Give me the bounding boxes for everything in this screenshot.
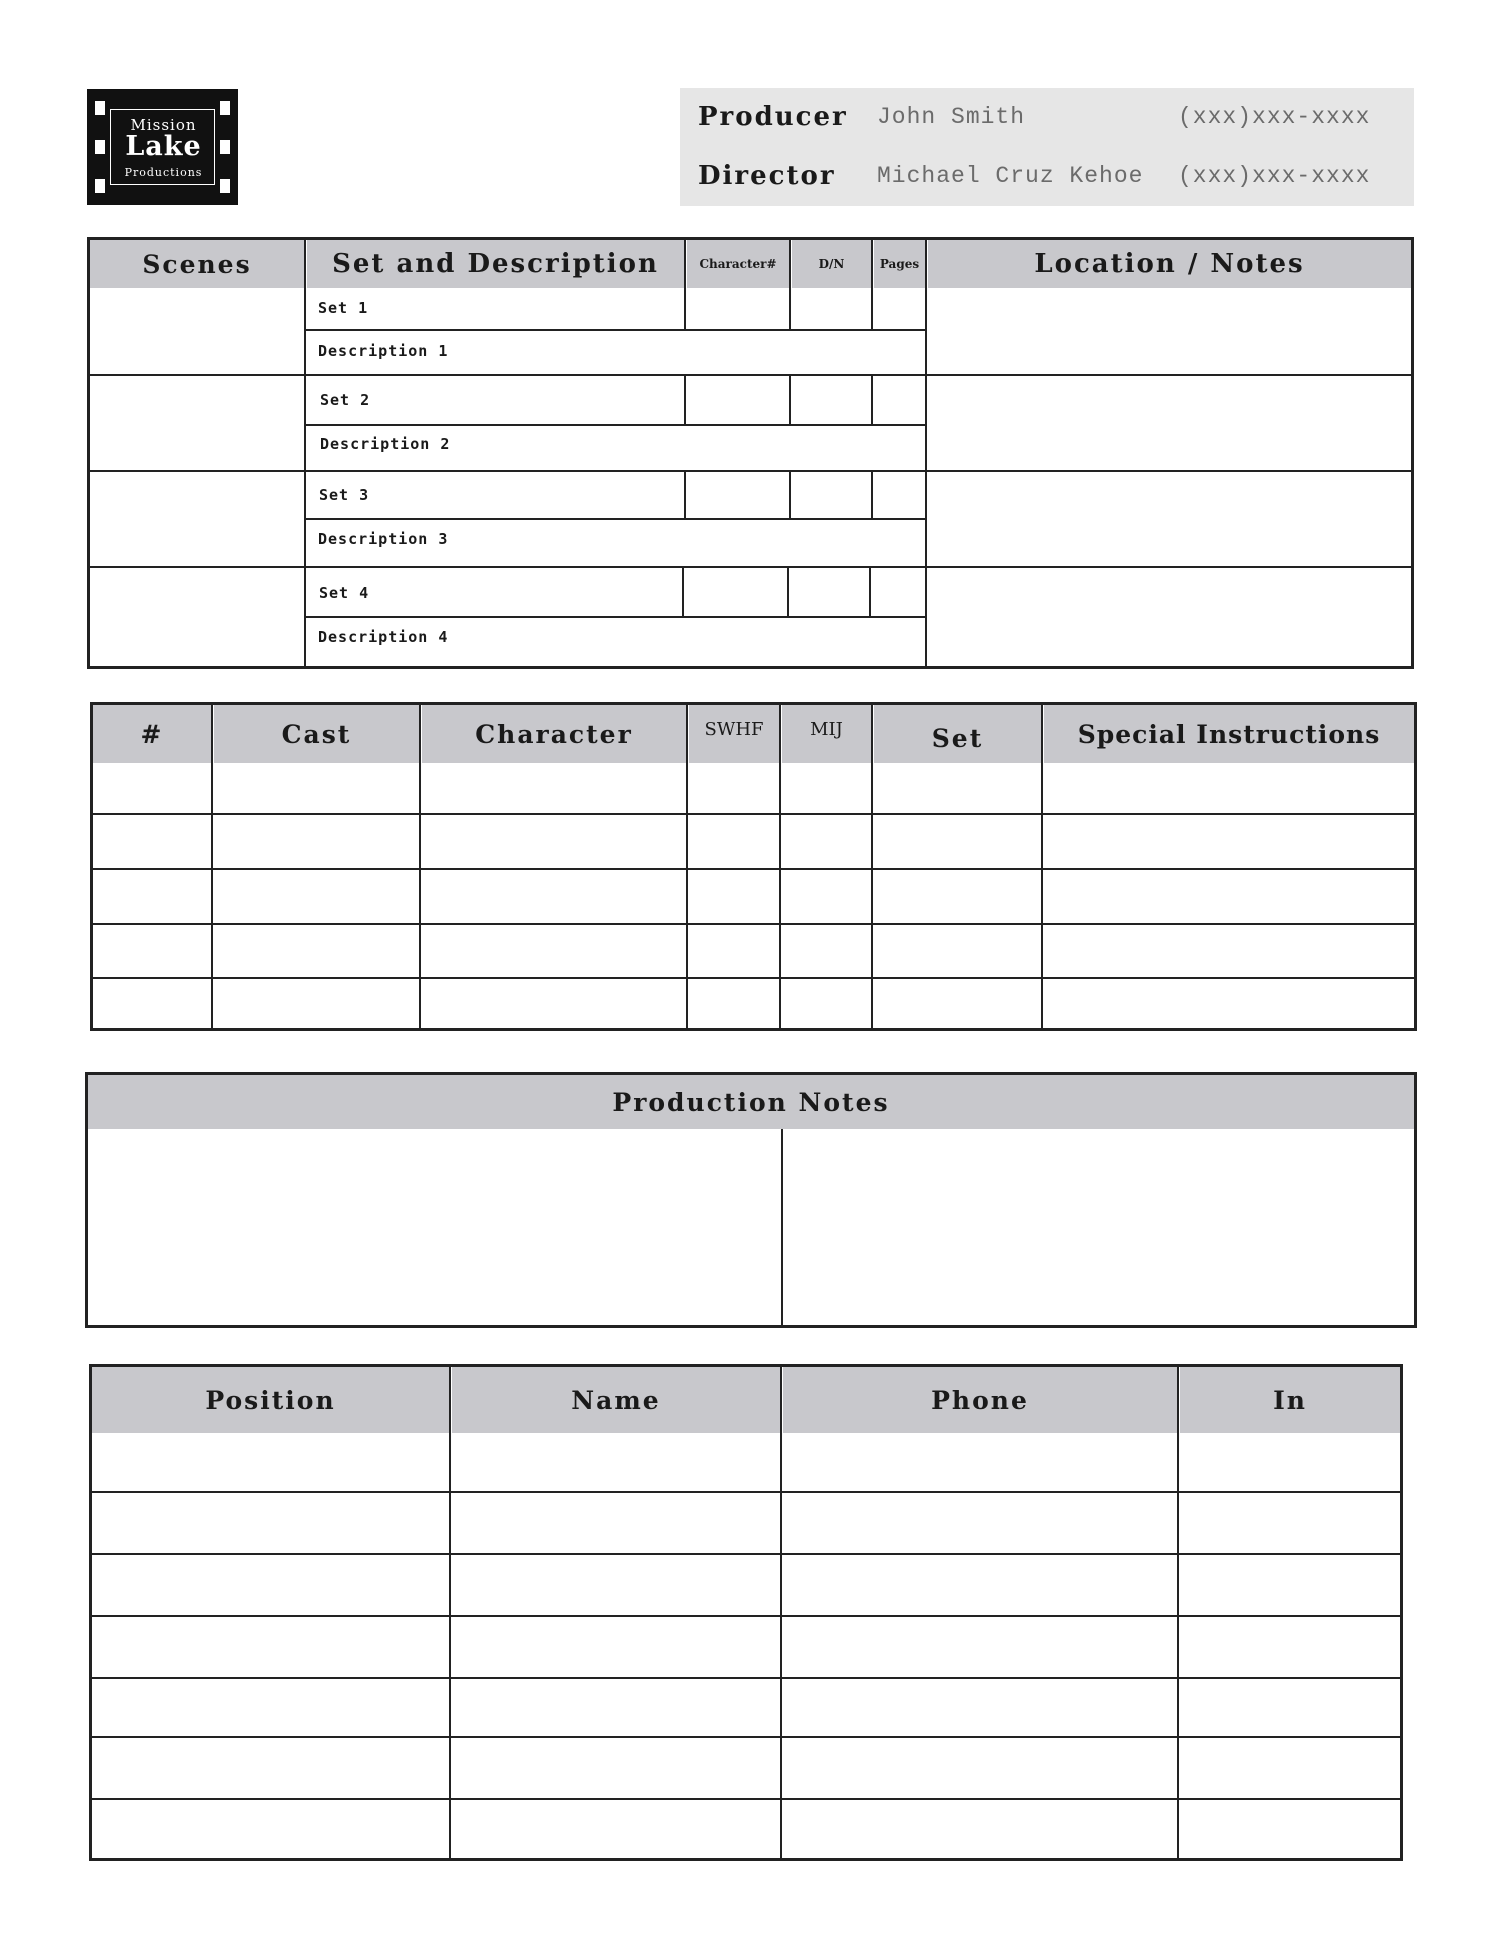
header-mij: MIJ (782, 705, 871, 763)
divider (871, 705, 873, 1028)
production-notes-header: Production Notes (88, 1075, 1414, 1129)
header-pages: Pages (874, 240, 925, 288)
logo-frame (110, 109, 215, 185)
production-notes (85, 1072, 1417, 1328)
divider (779, 705, 781, 1028)
row-divider (90, 374, 1411, 376)
director-phone: (xxx)xxx-xxxx (1178, 163, 1371, 189)
divider (419, 705, 421, 1028)
company-logo (87, 89, 238, 205)
header-character: Character (422, 705, 686, 763)
divider (1041, 705, 1043, 1028)
header-phone: Phone (783, 1367, 1177, 1433)
header-special-instructions: Special Instructions (1044, 705, 1414, 763)
logo-text-productions: Productions (124, 166, 203, 179)
row-divider (304, 616, 925, 618)
scene-set-4: Set 4 (319, 584, 370, 602)
row-divider (92, 1798, 1400, 1800)
row-divider (92, 1553, 1400, 1555)
crew-table (89, 1364, 1403, 1861)
director-label: Director (698, 161, 836, 191)
scene-set-3: Set 3 (319, 486, 370, 504)
divider (686, 705, 688, 1028)
divider (684, 240, 686, 285)
divider (925, 240, 927, 666)
divider (780, 1367, 782, 1858)
row-divider (93, 813, 1414, 815)
header-set: Set (874, 705, 1041, 763)
scene-set-2: Set 2 (320, 391, 371, 409)
divider (787, 566, 789, 616)
divider (304, 240, 306, 666)
divider (211, 705, 213, 1028)
divider (449, 1367, 451, 1858)
producer-phone: (xxx)xxx-xxxx (1178, 104, 1371, 130)
divider (682, 566, 684, 616)
logo-text-lake: Lake (125, 131, 202, 162)
divider (789, 240, 791, 285)
row-divider (92, 1677, 1400, 1679)
row-divider (92, 1736, 1400, 1738)
divider (871, 240, 873, 285)
row-divider (93, 977, 1414, 979)
scene-description-2: Description 2 (320, 435, 451, 453)
producer-label: Producer (698, 102, 848, 132)
row-divider (92, 1491, 1400, 1493)
header-position: Position (92, 1367, 449, 1433)
divider (871, 285, 873, 329)
divider (684, 374, 686, 424)
header-cast: Cast (214, 705, 419, 763)
header-set-description: Set and Description (307, 240, 684, 288)
header-swhf: SWHF (689, 705, 779, 763)
row-divider (92, 1615, 1400, 1617)
row-divider (304, 329, 925, 331)
row-divider (304, 424, 925, 426)
header-number: # (93, 705, 211, 763)
scene-set-1: Set 1 (318, 299, 369, 317)
divider (684, 285, 686, 329)
director-name: Michael Cruz Kehoe (877, 163, 1144, 189)
divider (789, 374, 791, 424)
cast-table (90, 702, 1417, 1031)
header-location-notes: Location / Notes (928, 240, 1411, 288)
divider (871, 470, 873, 518)
divider (869, 566, 871, 616)
row-divider (90, 470, 1411, 472)
divider (684, 470, 686, 518)
divider (781, 1129, 783, 1325)
divider (1177, 1367, 1179, 1858)
header-scenes: Scenes (90, 240, 304, 288)
logo-text-mission: Mission (130, 116, 197, 134)
header-day-night: D/N (792, 240, 871, 288)
divider (789, 470, 791, 518)
header-name: Name (452, 1367, 780, 1433)
scene-description-3: Description 3 (318, 530, 449, 548)
scene-description-4: Description 4 (318, 628, 449, 646)
row-divider (93, 923, 1414, 925)
scene-description-1: Description 1 (318, 342, 449, 360)
contact-box (680, 88, 1414, 206)
row-divider (93, 868, 1414, 870)
header-character-number: Character# (687, 240, 789, 288)
row-divider (304, 518, 925, 520)
scenes-table (87, 237, 1414, 669)
header-in: In (1180, 1367, 1400, 1433)
divider (789, 285, 791, 329)
row-divider (90, 566, 1411, 568)
divider (871, 374, 873, 424)
producer-name: John Smith (877, 104, 1026, 130)
